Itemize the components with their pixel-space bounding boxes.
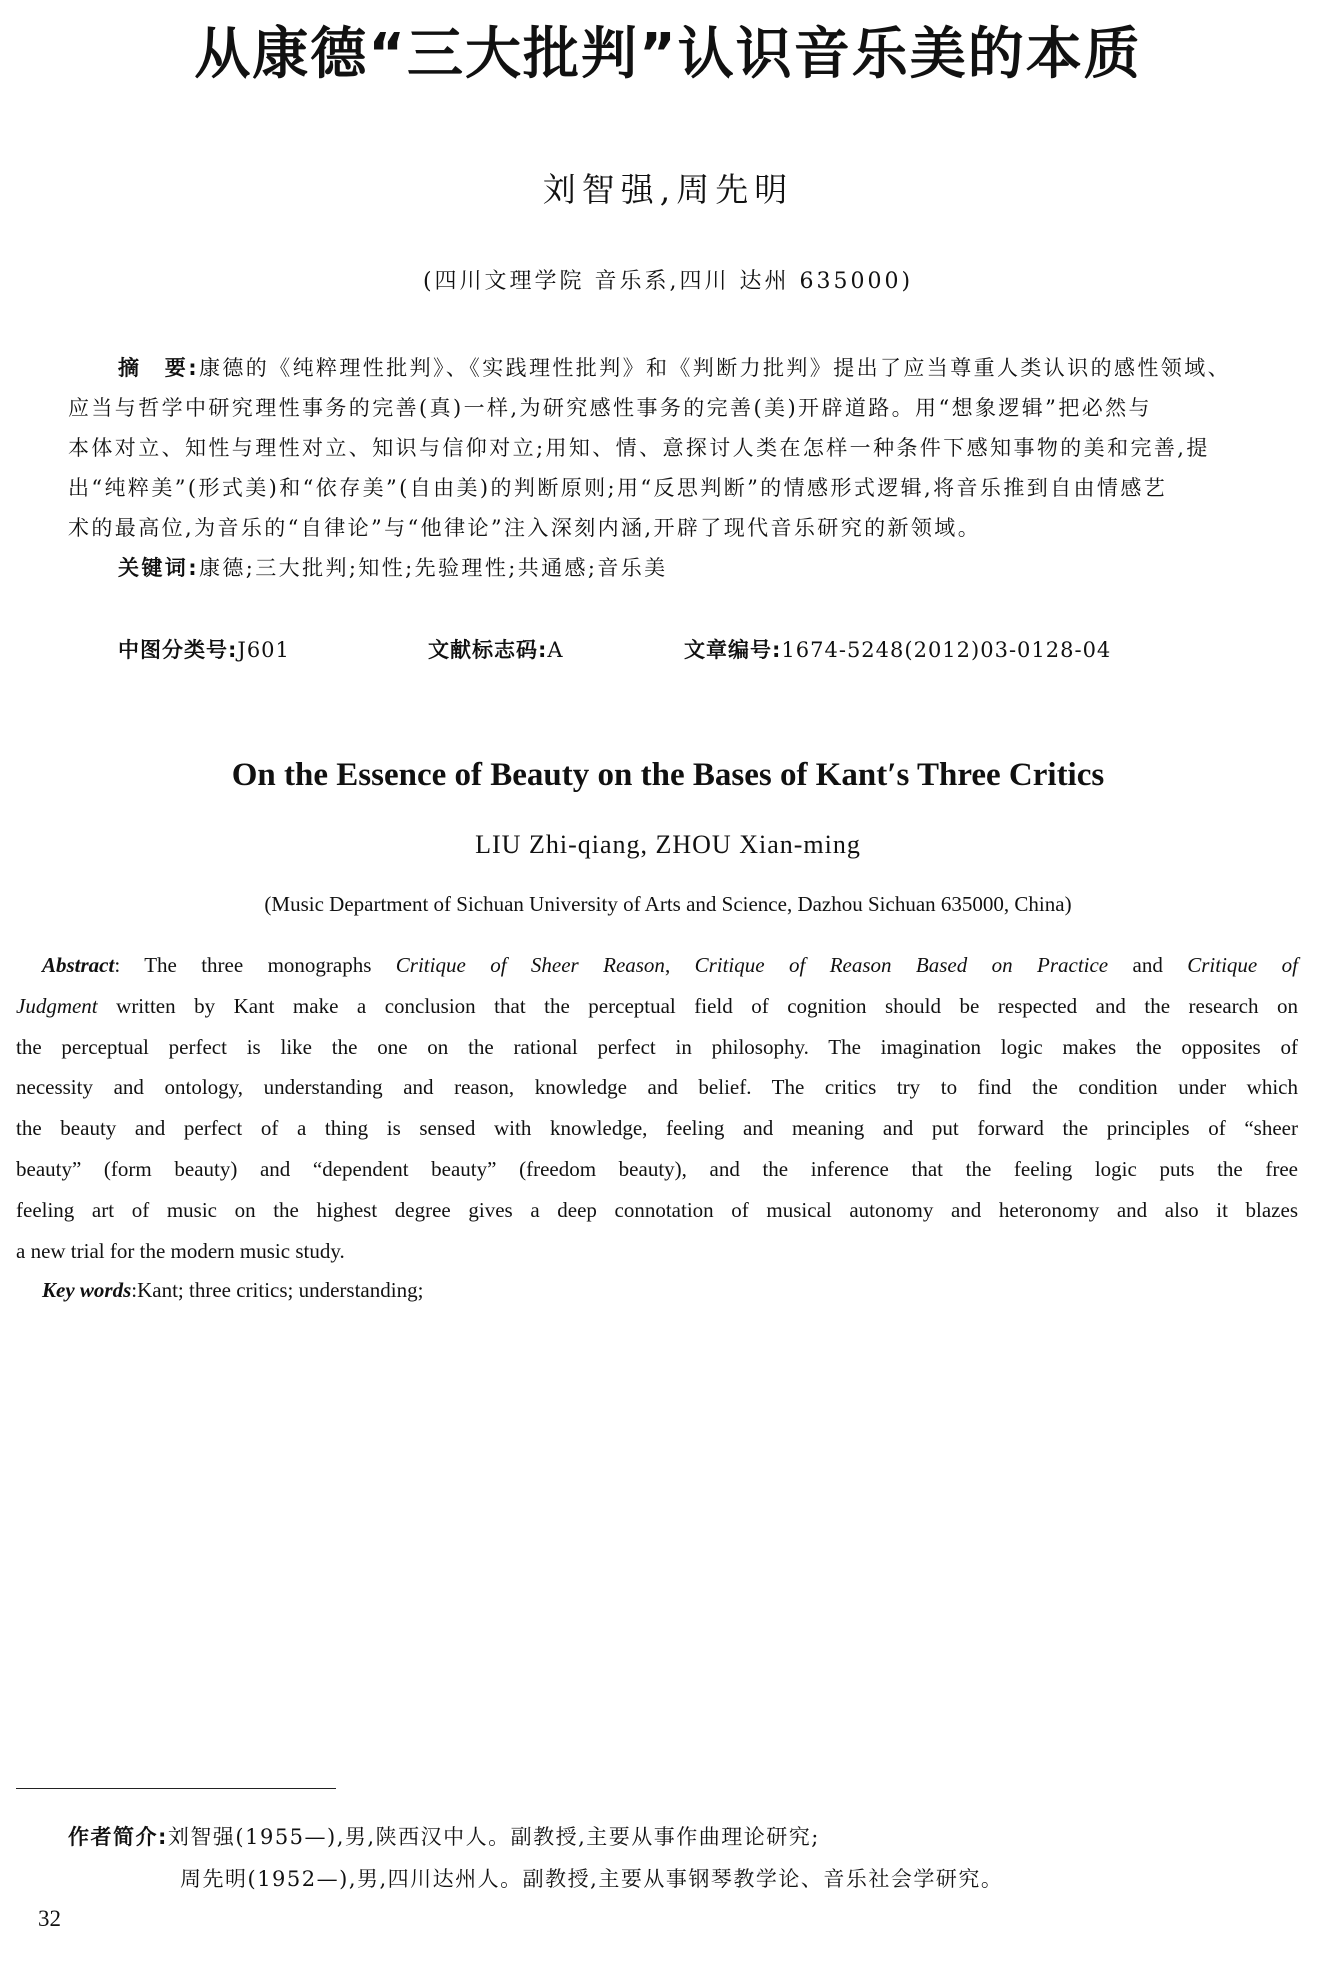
article-number: 文章编号:1674-5248(2012)03-0128-04 bbox=[684, 638, 1112, 662]
english-keywords-label: Key words bbox=[42, 1278, 132, 1302]
chinese-authors: 刘智强,周先明 bbox=[542, 170, 794, 209]
english-affiliation: (Music Department of Sichuan University of Arts and Science, Dazhou Sichuan 635000, China) bbox=[264, 892, 1072, 916]
english-authors: LIU Zhi-qiang, ZHOU Xian-ming bbox=[475, 830, 861, 859]
english-abstract-line: Abstract: The three monographs Critique of Sheer Reason, Critique of Reason Based on Practice and Critique of bbox=[42, 953, 1298, 977]
chinese-abstract-line: 术的最高位,为音乐的“自律论”与“他律论”注入深刻内涵,开辟了现代音乐研究的新领域。 bbox=[68, 516, 982, 540]
english-abstract-line: Judgment written by Kant make a conclusion that the perceptual field of cognition should be respected and the research on bbox=[16, 993, 1298, 1018]
chinese-abstract-line: 出“纯粹美”(形式美)和“依存美”(自由美)的判断原则;用“反思判断”的情感形式逻辑,将音乐推到自由情感艺 bbox=[68, 476, 1168, 500]
footnote-author-2: 周先明(1952—),男,四川达州人。副教授,主要从事钢琴教学论、音乐社会学研究。 bbox=[180, 1867, 1004, 1891]
footnote-divider bbox=[16, 1788, 336, 1789]
clc-number: 中图分类号:J601 bbox=[118, 638, 290, 662]
chinese-abstract-line: 摘 要:康德的《纯粹理性批判》、《实践理性批判》和《判断力批判》提出了应当尊重人类认识的感性领域、 bbox=[118, 356, 1231, 380]
english-keywords-text: :Kant; three critics; understanding; bbox=[131, 1278, 424, 1302]
footnote-label: 作者简介: bbox=[68, 1825, 168, 1849]
english-abstract-label: Abstract bbox=[42, 953, 115, 977]
chinese-keywords-text: 康德;三大批判;知性;先验理性;共通感;音乐美 bbox=[199, 556, 668, 580]
chinese-title: 从康德“三大批判”认识音乐美的本质 bbox=[194, 22, 1142, 87]
english-title: On the Essence of Beauty on the Bases of Kant′s Three Critics bbox=[231, 757, 1105, 793]
chinese-keywords-label: 关键词: bbox=[118, 556, 199, 580]
chinese-keywords bbox=[68, 548, 1246, 588]
chinese-abstract-line: 本体对立、知性与理性对立、知识与信仰对立;用知、情、意探讨人类在怎样一种条件下感知事物的美和完善,提 bbox=[68, 436, 1210, 460]
document-code: 文献标志码:A bbox=[428, 638, 564, 662]
english-abstract-line: feeling art of music on the highest degree gives a deep connotation of musical autonomy and heteronomy and also it blazes bbox=[16, 1197, 1298, 1222]
page-number: 32 bbox=[38, 1906, 61, 1931]
chinese-abstract-line: 应当与哲学中研究理性事务的完善(真)一样,为研究感性事务的完善(美)开辟道路。用“想象逻辑”把必然与 bbox=[68, 396, 1152, 420]
english-abstract bbox=[16, 945, 1298, 1271]
english-keywords bbox=[16, 1270, 1298, 1311]
chinese-affiliation: (四川文理学院 音乐系,四川 达州 635000) bbox=[422, 269, 914, 294]
author-footnote bbox=[68, 1816, 1003, 1900]
chinese-abstract-label: 摘 要: bbox=[118, 356, 199, 380]
english-abstract-line: beauty” (form beauty) and “dependent beauty” (freedom beauty), and the inference that the feeling logic puts the free bbox=[16, 1156, 1298, 1181]
english-abstract-line: necessity and ontology, understanding and reason, knowledge and belief. The critics try to find the condition under which bbox=[16, 1075, 1298, 1100]
chinese-abstract bbox=[68, 348, 1246, 548]
english-abstract-line: a new trial for the modern music study. bbox=[16, 1238, 345, 1263]
footnote-author-1: 刘智强(1955—),男,陕西汉中人。副教授,主要从事作曲理论研究; bbox=[167, 1825, 820, 1849]
english-abstract-line: the beauty and perfect of a thing is sensed with knowledge, feeling and meaning and put forward the principles of “sheer bbox=[16, 1116, 1298, 1141]
english-abstract-line: the perceptual perfect is like the one on the rational perfect in philosophy. The imagination logic makes the opposites of bbox=[16, 1034, 1298, 1059]
